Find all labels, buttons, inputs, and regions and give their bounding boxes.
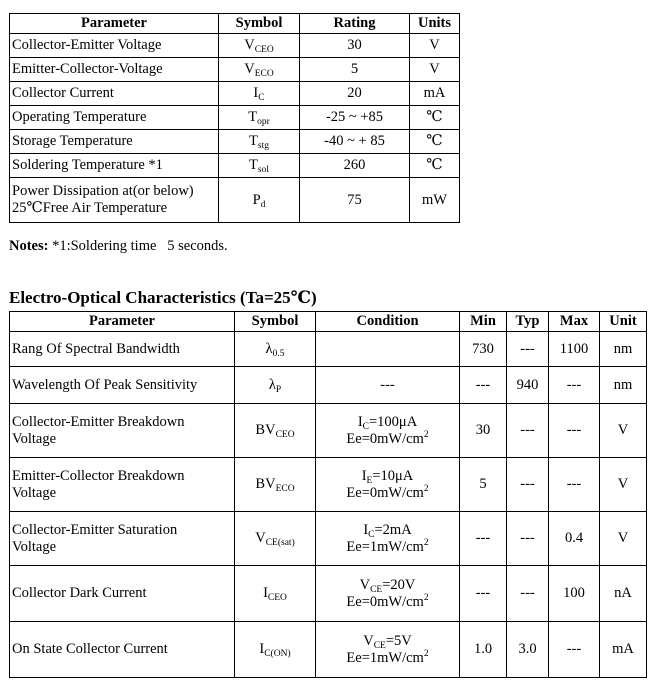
rating-cell: 30 — [300, 34, 410, 58]
unit-cell: ℃ — [410, 130, 460, 154]
symbol-cell: $I_{CEO}$ — [235, 566, 316, 622]
table-header-row — [10, 312, 647, 332]
min-cell: --- — [460, 512, 507, 566]
typ-cell: --- — [507, 404, 549, 458]
table-row — [10, 458, 647, 512]
unit-cell: mA — [410, 82, 460, 106]
typ-cell: 3.0 — [507, 622, 549, 678]
typ-cell: 940 — [507, 367, 549, 404]
typ-cell: --- — [507, 458, 549, 512]
unit-cell: V — [600, 512, 647, 566]
min-cell: 1.0 — [460, 622, 507, 678]
param-cell: Collector-Emitter Voltage — [10, 34, 219, 58]
condition-cell: $I_C=100\mu A$ $Ee=0mW/cm^2$ — [316, 404, 460, 458]
table-row — [10, 154, 460, 178]
param-cell: On State Collector Current — [10, 622, 235, 678]
param-cell: Collector-Emitter Saturation Voltage — [10, 512, 235, 566]
min-cell: --- — [460, 566, 507, 622]
min-cell: 730 — [460, 332, 507, 367]
param-cell: Emitter-Collector Breakdown Voltage — [10, 458, 235, 512]
unit-cell: V — [410, 34, 460, 58]
header-unit: Unit — [600, 312, 647, 332]
symbol-cell: $V_{ECO}$ — [219, 58, 300, 82]
max-cell: --- — [549, 404, 600, 458]
symbol-cell: $I_C$ — [219, 82, 300, 106]
symbol-cell: $\lambda_P$ — [235, 367, 316, 404]
table-row — [10, 566, 647, 622]
unit-cell: mA — [600, 622, 647, 678]
symbol-cell: $V_{CE(sat)}$ — [235, 512, 316, 566]
unit-cell: nm — [600, 332, 647, 367]
table-row — [10, 106, 460, 130]
condition-cell: $I_E=10\mu A$ $Ee=0mW/cm^2$ — [316, 458, 460, 512]
max-cell: 100 — [549, 566, 600, 622]
condition-cell: $V_{CE}=5V$ $Ee=1mW/cm^2$ — [316, 622, 460, 678]
max-cell: 0.4 — [549, 512, 600, 566]
unit-cell: ℃ — [410, 154, 460, 178]
rating-cell: -40 ~ + 85 — [300, 130, 410, 154]
condition-cell — [316, 332, 460, 367]
notes-label: Notes: — [9, 238, 49, 254]
param-cell: Power Dissipation at(or below) 25℃Free Air Temperature — [10, 178, 219, 223]
rating-cell: 20 — [300, 82, 410, 106]
table-row — [10, 82, 460, 106]
header-condition: Condition — [316, 312, 460, 332]
table-header-row — [10, 14, 460, 34]
param-cell: Rang Of Spectral Bandwidth — [10, 332, 235, 367]
absolute-ratings-table — [9, 13, 460, 223]
param-cell: Wavelength Of Peak Sensitivity — [10, 367, 235, 404]
rating-cell: 260 — [300, 154, 410, 178]
condition-cell: --- — [316, 367, 460, 404]
unit-cell: nm — [600, 367, 647, 404]
unit-cell: V — [600, 404, 647, 458]
header-typ: Typ — [507, 312, 549, 332]
max-cell: --- — [549, 622, 600, 678]
min-cell: 30 — [460, 404, 507, 458]
condition-cell: $V_{CE}=20V$ $Ee=0mW/cm^2$ — [316, 566, 460, 622]
table-row — [10, 130, 460, 154]
symbol-cell: $V_{CEO}$ — [219, 34, 300, 58]
table-row — [10, 404, 647, 458]
param-cell: Emitter-Collector-Voltage — [10, 58, 219, 82]
unit-cell: nA — [600, 566, 647, 622]
symbol-cell: $I_{C(ON)}$ — [235, 622, 316, 678]
symbol-cell: $P_d$ — [219, 178, 300, 223]
notes-text: *1:Soldering time 5 seconds. — [48, 238, 228, 254]
max-cell: --- — [549, 458, 600, 512]
table-row — [10, 332, 647, 367]
max-cell: 1100 — [549, 332, 600, 367]
param-cell: Collector Current — [10, 82, 219, 106]
table-row — [10, 512, 647, 566]
notes — [9, 238, 228, 255]
symbol-cell: $T_{sol}$ — [219, 154, 300, 178]
header-symbol: Symbol — [219, 14, 300, 34]
section-heading: Electro-Optical Characteristics (Ta=25℃) — [9, 288, 317, 307]
header-parameter: Parameter — [10, 312, 235, 332]
rating-cell: -25 ~ +85 — [300, 106, 410, 130]
header-max: Max — [549, 312, 600, 332]
table-row — [10, 622, 647, 678]
header-symbol: Symbol — [235, 312, 316, 332]
symbol-cell: $BV_{CEO}$ — [235, 404, 316, 458]
typ-cell: --- — [507, 566, 549, 622]
unit-cell: ℃ — [410, 106, 460, 130]
typ-cell: --- — [507, 512, 549, 566]
rating-cell: 5 — [300, 58, 410, 82]
param-cell: Collector-Emitter Breakdown Voltage — [10, 404, 235, 458]
unit-cell: V — [410, 58, 460, 82]
header-units: Units — [410, 14, 460, 34]
table-row — [10, 34, 460, 58]
min-cell: 5 — [460, 458, 507, 512]
param-cell: Storage Temperature — [10, 130, 219, 154]
symbol-cell: $\lambda_{0.5}$ — [235, 332, 316, 367]
table-row — [10, 367, 647, 404]
symbol-cell: $T_{opr}$ — [219, 106, 300, 130]
header-min: Min — [460, 312, 507, 332]
header-parameter: Parameter — [10, 14, 219, 34]
table-row — [10, 178, 460, 223]
rating-cell: 75 — [300, 178, 410, 223]
param-cell: Operating Temperature — [10, 106, 219, 130]
unit-cell: V — [600, 458, 647, 512]
symbol-cell: $BV_{ECO}$ — [235, 458, 316, 512]
header-rating: Rating — [300, 14, 410, 34]
min-cell: --- — [460, 367, 507, 404]
condition-cell: $I_C=2mA$ $Ee=1mW/cm^2$ — [316, 512, 460, 566]
typ-cell: --- — [507, 332, 549, 367]
max-cell: --- — [549, 367, 600, 404]
param-cell: Soldering Temperature *1 — [10, 154, 219, 178]
symbol-cell: $T_{stg}$ — [219, 130, 300, 154]
electro-optical-table — [9, 311, 647, 678]
param-cell: Collector Dark Current — [10, 566, 235, 622]
unit-cell: mW — [410, 178, 460, 223]
table-row — [10, 58, 460, 82]
